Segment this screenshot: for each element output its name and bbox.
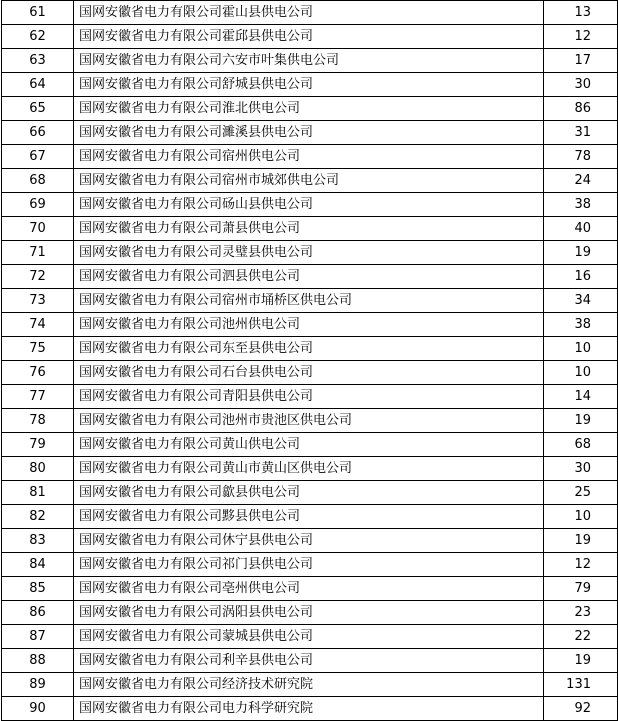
row-number-cell: 69 [2,193,74,217]
table-row [2,289,618,313]
table-row [2,49,618,73]
count-cell: 30 [544,73,618,97]
table-row [2,433,618,457]
company-name-cell: 国网安徽省电力有限公司灵璧县供电公司 [74,241,544,265]
table-row [2,1,618,25]
table-row [2,265,618,289]
table-row [2,457,618,481]
table-row [2,25,618,49]
company-name-cell: 国网安徽省电力有限公司萧县供电公司 [74,217,544,241]
row-number-cell: 85 [2,577,74,601]
count-cell: 22 [544,625,618,649]
row-number-cell: 62 [2,25,74,49]
count-cell: 31 [544,121,618,145]
table-row [2,97,618,121]
company-name-cell: 国网安徽省电力有限公司舒城县供电公司 [74,73,544,97]
count-cell: 86 [544,97,618,121]
table-body [2,1,618,721]
table-row [2,553,618,577]
count-cell: 10 [544,337,618,361]
count-cell: 13 [544,1,618,25]
table-row [2,409,618,433]
count-cell: 38 [544,313,618,337]
company-name-cell: 国网安徽省电力有限公司濉溪县供电公司 [74,121,544,145]
count-cell: 17 [544,49,618,73]
count-cell: 16 [544,265,618,289]
company-name-cell: 国网安徽省电力有限公司砀山县供电公司 [74,193,544,217]
company-name-cell: 国网安徽省电力有限公司休宁县供电公司 [74,529,544,553]
row-number-cell: 80 [2,457,74,481]
table-row [2,673,618,697]
row-number-cell: 77 [2,385,74,409]
count-cell: 40 [544,217,618,241]
count-cell: 19 [544,649,618,673]
count-cell: 92 [544,697,618,721]
company-name-cell: 国网安徽省电力有限公司池州市贵池区供电公司 [74,409,544,433]
count-cell: 10 [544,505,618,529]
row-number-cell: 63 [2,49,74,73]
table-row [2,697,618,721]
table-row [2,385,618,409]
table-row [2,337,618,361]
row-number-cell: 79 [2,433,74,457]
data-table [1,0,618,721]
row-number-cell: 87 [2,625,74,649]
company-name-cell: 国网安徽省电力有限公司涡阳县供电公司 [74,601,544,625]
company-name-cell: 国网安徽省电力有限公司泗县供电公司 [74,265,544,289]
row-number-cell: 74 [2,313,74,337]
company-name-cell: 国网安徽省电力有限公司石台县供电公司 [74,361,544,385]
company-name-cell: 国网安徽省电力有限公司黄山市黄山区供电公司 [74,457,544,481]
company-name-cell: 国网安徽省电力有限公司霍山县供电公司 [74,1,544,25]
company-name-cell: 国网安徽省电力有限公司六安市叶集供电公司 [74,49,544,73]
row-number-cell: 84 [2,553,74,577]
count-cell: 25 [544,481,618,505]
row-number-cell: 89 [2,673,74,697]
row-number-cell: 90 [2,697,74,721]
table-row [2,73,618,97]
row-number-cell: 67 [2,145,74,169]
table-row [2,169,618,193]
table-row [2,217,618,241]
count-cell: 79 [544,577,618,601]
table-row [2,241,618,265]
count-cell: 10 [544,361,618,385]
table-row [2,193,618,217]
company-name-cell: 国网安徽省电力有限公司黟县供电公司 [74,505,544,529]
count-cell: 12 [544,553,618,577]
count-cell: 68 [544,433,618,457]
company-name-cell: 国网安徽省电力有限公司经济技术研究院 [74,673,544,697]
row-number-cell: 68 [2,169,74,193]
company-name-cell: 国网安徽省电力有限公司宿州市埇桥区供电公司 [74,289,544,313]
row-number-cell: 64 [2,73,74,97]
row-number-cell: 70 [2,217,74,241]
row-number-cell: 61 [2,1,74,25]
company-name-cell: 国网安徽省电力有限公司东至县供电公司 [74,337,544,361]
row-number-cell: 88 [2,649,74,673]
table-row [2,121,618,145]
row-number-cell: 81 [2,481,74,505]
row-number-cell: 66 [2,121,74,145]
count-cell: 19 [544,409,618,433]
count-cell: 78 [544,145,618,169]
company-name-cell: 国网安徽省电力有限公司亳州供电公司 [74,577,544,601]
count-cell: 19 [544,529,618,553]
count-cell: 30 [544,457,618,481]
table-row [2,361,618,385]
company-name-cell: 国网安徽省电力有限公司黄山供电公司 [74,433,544,457]
count-cell: 12 [544,25,618,49]
count-cell: 38 [544,193,618,217]
count-cell: 34 [544,289,618,313]
table-row [2,625,618,649]
company-name-cell: 国网安徽省电力有限公司利辛县供电公司 [74,649,544,673]
table-row [2,577,618,601]
company-name-cell: 国网安徽省电力有限公司宿州供电公司 [74,145,544,169]
row-number-cell: 75 [2,337,74,361]
count-cell: 14 [544,385,618,409]
row-number-cell: 82 [2,505,74,529]
table-row [2,481,618,505]
company-name-cell: 国网安徽省电力有限公司蒙城县供电公司 [74,625,544,649]
count-cell: 24 [544,169,618,193]
row-number-cell: 76 [2,361,74,385]
row-number-cell: 83 [2,529,74,553]
table-row [2,529,618,553]
table-row [2,601,618,625]
company-name-cell: 国网安徽省电力有限公司青阳县供电公司 [74,385,544,409]
row-number-cell: 78 [2,409,74,433]
row-number-cell: 71 [2,241,74,265]
company-name-cell: 国网安徽省电力有限公司宿州市城郊供电公司 [74,169,544,193]
table-row [2,649,618,673]
row-number-cell: 73 [2,289,74,313]
table-row [2,145,618,169]
company-name-cell: 国网安徽省电力有限公司电力科学研究院 [74,697,544,721]
company-name-cell: 国网安徽省电力有限公司歙县供电公司 [74,481,544,505]
count-cell: 131 [544,673,618,697]
table-row [2,505,618,529]
row-number-cell: 86 [2,601,74,625]
row-number-cell: 72 [2,265,74,289]
count-cell: 23 [544,601,618,625]
count-cell: 19 [544,241,618,265]
company-name-cell: 国网安徽省电力有限公司霍邱县供电公司 [74,25,544,49]
company-name-cell: 国网安徽省电力有限公司祁门县供电公司 [74,553,544,577]
company-name-cell: 国网安徽省电力有限公司淮北供电公司 [74,97,544,121]
table-row [2,313,618,337]
company-name-cell: 国网安徽省电力有限公司池州供电公司 [74,313,544,337]
row-number-cell: 65 [2,97,74,121]
